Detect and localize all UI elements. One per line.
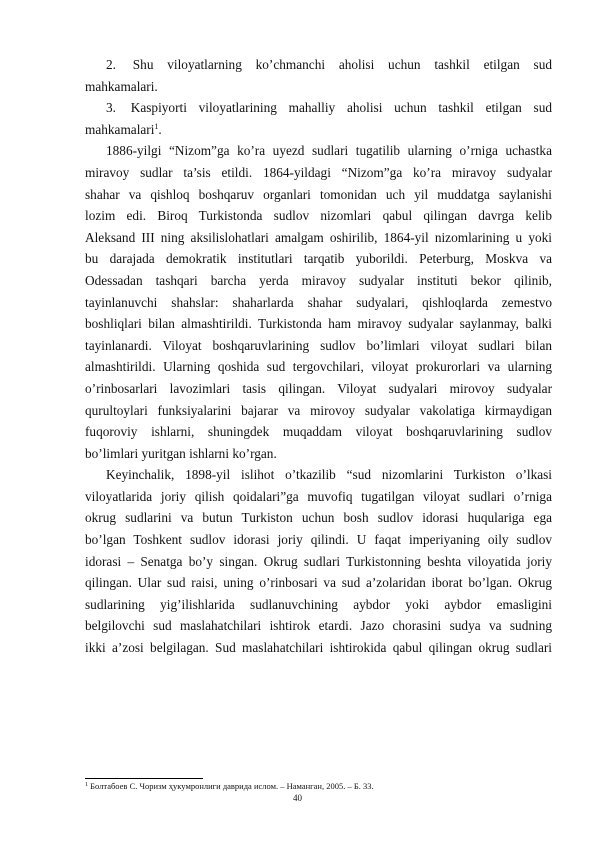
- text-line: [85, 140, 552, 162]
- line-text: bu darajada demokratik institutlari tarqatib yuborildi. Peterburg, Moskva va: [85, 251, 552, 267]
- line-text: qurultoylari funksiyalarini bajarar va mirovoy sudyalar vakolatiga kirmaydigan: [85, 402, 552, 418]
- text-line: [85, 378, 552, 400]
- line-text: Kaspiyorti viloyatlarining mahalliy aholisi uchun tashkil etilgan sud: [130, 100, 552, 116]
- line-text: mahkamalari.: [85, 78, 158, 94]
- line-text: boshliqlari bilan almashtirildi. Turkistonda ham miravoy sudyalar saylanmay, balki: [85, 316, 552, 332]
- line-text: bo’limlari yuritgan ishlarni ko’rgan.: [85, 445, 277, 461]
- text-line: [85, 486, 552, 508]
- line-text: qilingan. Ular sud raisi, uning o’rinbosari va sud a’zolaridan iborat bo’lgan. Okrug: [85, 575, 552, 591]
- text-line: [85, 335, 552, 357]
- line-text: Aleksand III ning aksilislohatlari amalgam oshirilib, 1864-yil nizomlarining u yoki: [85, 229, 552, 245]
- line-text: bo’lgan Toshkent sudlov idorasi joriy qilindi. U faqat imperiyaning oily sudlov: [85, 532, 552, 548]
- text-line: [85, 270, 552, 292]
- line-text: o’rinbosarlari lavozimlari tasis qilingan. Viloyat sudyalari mirovoy sudyalar: [85, 380, 552, 396]
- line-text: Shu viloyatlarning ko’chmanchi aholisi uchun tashkil etilgan sud: [132, 57, 552, 72]
- line-text: tayinlanardi. Viloyat boshqaruvlarining sudlov bo’limlari viloyat sudlari bilan: [85, 337, 552, 353]
- line-text: belgilovchi sud maslahatchilari ishtirok etardi. Jazo chorasini sudya va sudning: [85, 618, 552, 634]
- line-text: Keyinchalik, 1898-yil islihot o’tkazilib “sud nizomlarini Turkiston o’lkasi: [106, 467, 552, 483]
- text-line: [85, 443, 552, 465]
- text-line: [85, 400, 552, 422]
- text-line: [85, 421, 552, 443]
- line-suffix: .: [158, 121, 162, 137]
- text-line: [85, 313, 552, 335]
- line-text: viloyatlarida joriy qilish qoidalari”ga muvofiq tugatilgan viloyat sudlari o’rniga: [85, 488, 552, 504]
- text-line: [85, 572, 552, 594]
- text-line: [85, 615, 552, 637]
- text-line: [85, 551, 552, 573]
- text-line: [85, 205, 552, 227]
- footnote-reference: 1: [154, 121, 159, 131]
- text-line: [85, 162, 552, 184]
- line-text: shahar va qishloq boshqaruv organlari tomonidan uch yil muddatga saylanishi: [85, 186, 552, 202]
- text-line: [85, 594, 552, 616]
- footnote-text: Болтабоев С. Чоризм ҳукумронлиги даврида ислом. – Наманган, 2005. – Б. 33.: [88, 781, 374, 791]
- line-text: 1886-yilgi “Nizom”ga ko’ra uyezd sudlari tugatilib ularning o’rniga uchastka: [106, 143, 552, 159]
- text-line: [85, 119, 552, 141]
- footnote-mark: 1: [85, 782, 88, 788]
- text-line: [85, 637, 552, 659]
- line-text: ikki a’zosi belgilagan. Sud maslahatchilari ishtirokida qabul qilingan okrug sudlari: [85, 640, 552, 656]
- text-line: [85, 184, 552, 206]
- page-number: 40: [293, 793, 302, 803]
- line-text: almashtirildi. Ularning qoshida sud tergovchilari, viloyat prokurorlari va ularning: [85, 359, 552, 375]
- text-line: [85, 97, 552, 119]
- line-text: lozim edi. Biroq Turkistonda sudlov nizomlari qabul qilingan davrga kelib: [85, 208, 552, 224]
- text-line: [85, 248, 552, 270]
- text-line: [85, 507, 552, 529]
- line-text: mahkamalari: [85, 121, 155, 137]
- line-text: miravoy sudlar ta’sis etildi. 1864-yildagi “Nizom”ga ko’ra miravoy sudyalar: [85, 164, 552, 180]
- list-number: 3.: [106, 100, 116, 116]
- line-text: tayinlanuvchi shahslar: shaharlarda shahar sudyalari, qishloqlarda zemestvo: [85, 294, 552, 310]
- line-text: okrug sudlarini va butun Turkiston uchun bosh sudlov idorasi huqulariga ega: [85, 510, 552, 526]
- text-line: [85, 529, 552, 551]
- text-line: [85, 227, 552, 249]
- text-line: [85, 464, 552, 486]
- footnote: [85, 781, 552, 792]
- list-number: 2.: [106, 57, 116, 72]
- document-body: [85, 54, 552, 659]
- text-line: [85, 54, 552, 76]
- line-text: idorasi – Senatga bo’y singan. Okrug sudlari Turkistonning beshta viloyatida joriy: [85, 553, 552, 569]
- line-text: fuqoroviy ishlarni, shuningdek muqaddam viloyat boshqaruvlarining sudlov: [85, 424, 552, 440]
- line-text: sudlarining yig’ilishlarida sudlanuvchining aybdor yoki aybdor emasligini: [85, 596, 552, 612]
- footnote-separator: [85, 778, 203, 779]
- text-line: [85, 76, 552, 98]
- line-text: Odessadan tashqari barcha yerda miravoy sudyalar instituti bekor qilinib,: [85, 272, 552, 288]
- text-line: [85, 356, 552, 378]
- text-line: [85, 292, 552, 314]
